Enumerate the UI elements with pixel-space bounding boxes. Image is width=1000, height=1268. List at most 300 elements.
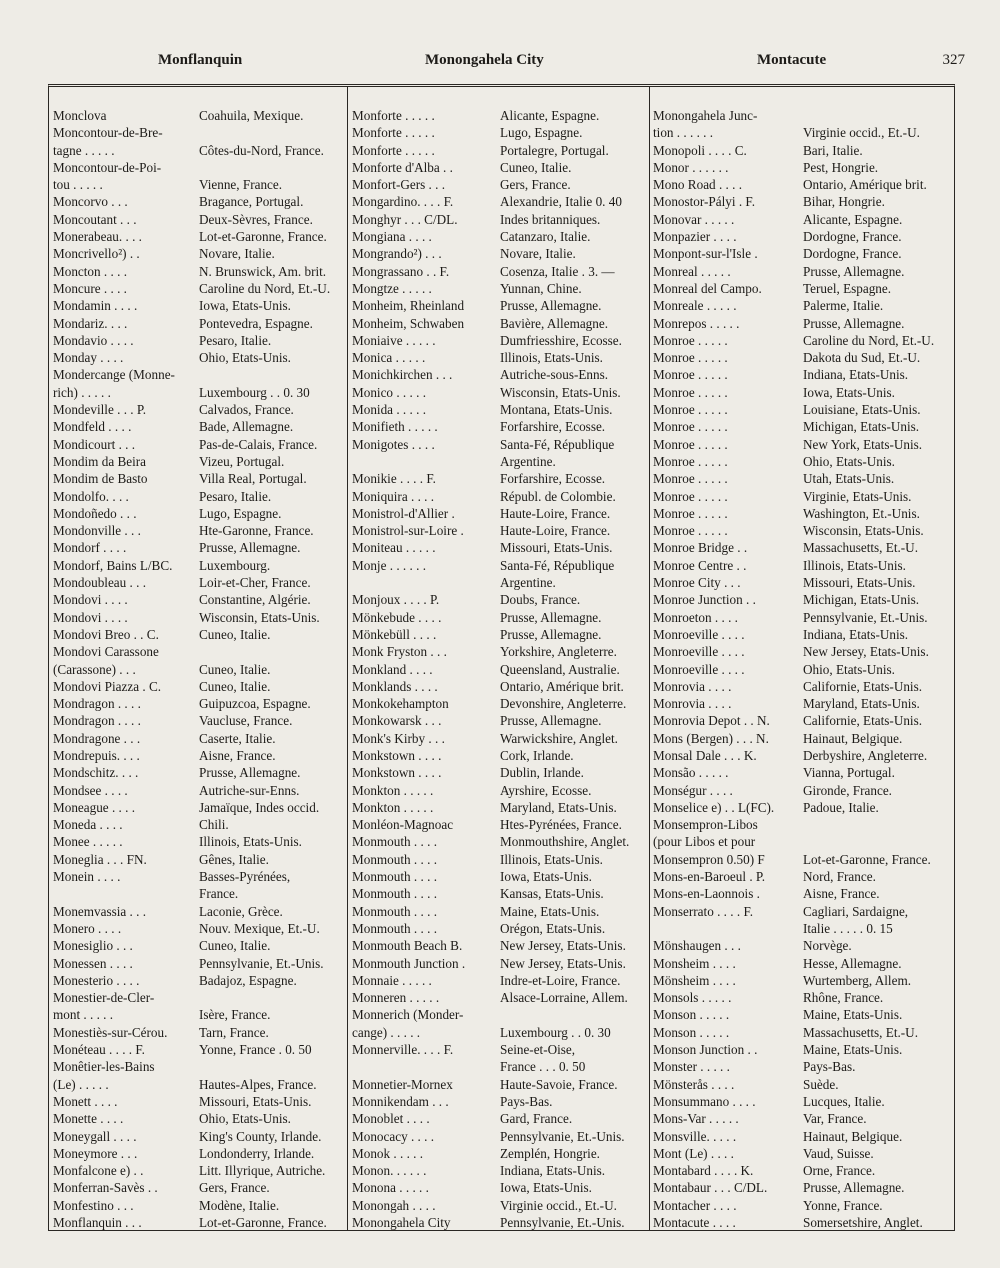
table-row	[651, 833, 951, 850]
table-row	[51, 868, 347, 885]
place-name: Monovar . . . . .	[653, 211, 735, 227]
table-row	[651, 851, 951, 868]
place-location: Seine-et-Oise,	[500, 1042, 576, 1058]
place-name: Monroe . . . . .	[653, 402, 728, 418]
table-row	[350, 349, 648, 366]
place-location: Wisconsin, Etats-Unis.	[500, 384, 621, 400]
place-location: Yunnan, Chine.	[500, 280, 582, 296]
place-name: mont . . . . .	[53, 1007, 114, 1023]
place-location: Calvados, France.	[199, 402, 294, 418]
place-name: Moneymore . . .	[53, 1145, 138, 1161]
place-location: Alicante, Espagne.	[803, 211, 903, 227]
place-name: Monselice e) . . L(FC).	[653, 799, 775, 815]
table-row	[350, 470, 648, 487]
table-row	[350, 868, 648, 885]
place-name: Monroe . . . . .	[653, 436, 728, 452]
place-location: Alsace-Lorraine, Allem.	[500, 990, 628, 1006]
place-location: Catanzaro, Italie.	[500, 229, 591, 245]
place-name: Monroe . . . . .	[653, 419, 728, 435]
table-row	[651, 1162, 951, 1179]
place-name: cange) . . . . .	[352, 1024, 421, 1040]
table-row	[51, 124, 347, 141]
place-location: Yorkshire, Angleterre.	[500, 644, 617, 660]
place-name: Monesterio . . . .	[53, 972, 140, 988]
table-row	[651, 591, 951, 608]
table-row	[51, 1128, 347, 1145]
place-name: Monreal . . . . .	[653, 263, 731, 279]
table-row	[350, 920, 648, 937]
place-name: Mönsheim . . . .	[653, 972, 736, 988]
place-location: Constantine, Algérie.	[199, 592, 311, 608]
place-name: Monessen . . . .	[53, 955, 133, 971]
table-row	[51, 695, 347, 712]
place-name: Monsão . . . . .	[653, 765, 729, 781]
place-location: Luxembourg . . 0. 30	[199, 384, 310, 400]
table-row	[651, 384, 951, 401]
place-name	[51, 885, 195, 902]
table-row	[51, 245, 347, 262]
place-name: Moncontour-de-Poi-	[53, 159, 162, 175]
table-row	[51, 1179, 347, 1196]
table-row	[51, 661, 347, 678]
place-location: Prusse, Allemagne.	[500, 298, 602, 314]
place-name: Monson Junction . .	[653, 1042, 758, 1058]
table-row	[350, 712, 648, 729]
place-location: Iowa, Etats-Unis.	[500, 1180, 592, 1196]
place-location: Lot-et-Garonne, France.	[199, 1215, 327, 1230]
table-row	[350, 678, 648, 695]
place-location: Indiana, Etats-Unis.	[803, 367, 909, 383]
place-location: Pennsylvanie, Et.-Unis.	[199, 955, 324, 971]
place-location	[195, 1058, 347, 1075]
place-location: Wurtemberg, Allem.	[803, 972, 911, 988]
table-row	[51, 436, 347, 453]
place-name: Monico . . . . .	[352, 384, 426, 400]
table-row	[51, 453, 347, 470]
table-row	[350, 1093, 648, 1110]
table-row	[51, 1145, 347, 1162]
table-row	[51, 851, 347, 868]
place-name: Monein . . . .	[53, 869, 121, 885]
header-last-entry: Montacute	[757, 52, 827, 68]
table-row	[51, 280, 347, 297]
place-name: Monneren . . . . .	[352, 990, 440, 1006]
place-location: Pennsylvanie, Et.-Unis.	[500, 1215, 625, 1230]
place-name: Monpazier . . . .	[653, 229, 737, 245]
place-name: Monkton . . . . .	[352, 799, 434, 815]
place-name: Monee . . . . .	[53, 834, 123, 850]
place-location: Somersetshire, Anglet.	[803, 1215, 923, 1230]
place-location: Lucques, Italie.	[803, 1093, 885, 1109]
place-name: Monroe . . . . .	[653, 384, 728, 400]
table-row	[651, 1128, 951, 1145]
table-row	[350, 1058, 648, 1075]
place-location: Doubs, France.	[500, 592, 581, 608]
table-row	[350, 418, 648, 435]
place-name: Monroe . . . . .	[653, 367, 728, 383]
table-row	[350, 211, 648, 228]
place-location: Orégon, Etats-Unis.	[500, 920, 606, 936]
place-location: Ohio, Etats-Unis.	[199, 1111, 291, 1127]
place-location: Novare, Italie.	[199, 246, 275, 262]
table-row	[651, 142, 951, 159]
table-row	[651, 1076, 951, 1093]
table-row	[350, 107, 648, 124]
place-name: Monsheim . . . .	[653, 955, 736, 971]
place-name: Mondolfo. . . .	[53, 488, 129, 504]
place-location: Lot-et-Garonne, France.	[803, 851, 931, 867]
place-location: Dumfriesshire, Ecosse.	[500, 332, 622, 348]
place-location: Pontevedra, Espagne.	[199, 315, 313, 331]
table-row	[651, 730, 951, 747]
place-location: Teruel, Espagne.	[803, 280, 892, 296]
place-name: Monikie . . . . F.	[352, 471, 436, 487]
place-name: Monroe . . . . .	[653, 332, 728, 348]
table-row	[651, 1197, 951, 1214]
place-name: Mondercange (Monne-	[53, 367, 175, 383]
place-name: Monsempron-Libos	[653, 817, 758, 833]
place-location: Ontario, Amérique brit.	[500, 678, 624, 694]
place-name: Monkton . . . . .	[352, 782, 434, 798]
table-row	[350, 453, 648, 470]
place-name: Mondorf, Bains L/BC.	[53, 557, 173, 573]
place-name: Mons-Var . . . . .	[653, 1111, 739, 1127]
place-name: Mondicourt . . .	[53, 436, 136, 452]
table-row	[651, 1110, 951, 1127]
place-location: Missouri, Etats-Unis.	[199, 1093, 312, 1109]
table-row	[651, 678, 951, 695]
place-name: Monnetier-Mornex	[352, 1076, 453, 1092]
place-name: Monfalcone e) . .	[53, 1163, 144, 1179]
place-location: Pest, Hongrie.	[803, 159, 879, 175]
place-name: Monroe . . . . .	[653, 523, 728, 539]
place-name: Monfestino . . .	[53, 1197, 134, 1213]
place-name: Monigotes . . . .	[352, 436, 435, 452]
place-location: Pays-Bas.	[803, 1059, 856, 1075]
place-name: Monette . . . .	[53, 1111, 124, 1127]
table-row	[51, 764, 347, 781]
place-name: Moniteau . . . . .	[352, 540, 436, 556]
place-name: Monségur . . . .	[653, 782, 733, 798]
place-location: Prusse, Allemagne.	[500, 713, 602, 729]
place-location: New Jersey, Etats-Unis.	[500, 938, 626, 954]
table-row	[651, 176, 951, 193]
table-row	[651, 211, 951, 228]
place-location: Illinois, Etats-Unis.	[803, 557, 906, 573]
place-location: Illinois, Etats-Unis.	[500, 350, 603, 366]
place-name: Monroeville . . . .	[653, 661, 745, 677]
place-location: Prusse, Allemagne.	[500, 626, 602, 642]
table-row	[350, 574, 648, 591]
table-row	[651, 1179, 951, 1196]
place-location: Cosenza, Italie . 3. —	[500, 263, 615, 279]
place-location: Forfarshire, Ecosse.	[500, 419, 606, 435]
place-name: Monostor-Pályi . F.	[653, 194, 755, 210]
place-location: Californie, Etats-Unis.	[803, 713, 923, 729]
table-row	[51, 1006, 347, 1023]
place-name: Monforte . . . . .	[352, 142, 435, 158]
table-row	[51, 557, 347, 574]
place-name: Monpont-sur-l'Isle .	[653, 246, 758, 262]
place-location: Michigan, Etats-Unis.	[803, 419, 920, 435]
place-name: Monemvassia . . .	[53, 903, 147, 919]
table-row	[51, 176, 347, 193]
place-name: Monêtier-les-Bains	[53, 1059, 155, 1075]
place-name: Monon. . . . . .	[352, 1163, 427, 1179]
place-name: Mons (Bergen) . . . N.	[653, 730, 769, 746]
table-row	[651, 1145, 951, 1162]
place-name: Monday . . . .	[53, 350, 124, 366]
place-location: Gard, France.	[500, 1111, 573, 1127]
place-name: Montabaur . . . C/DL.	[653, 1180, 768, 1196]
place-location: Orne, France.	[803, 1163, 876, 1179]
place-location: Modène, Italie.	[199, 1197, 280, 1213]
place-location: Santa-Fé, République	[500, 436, 615, 452]
place-location: Nouv. Mexique, Et.-U.	[199, 920, 320, 936]
table-row	[51, 107, 347, 124]
table-row	[350, 488, 648, 505]
table-row	[350, 989, 648, 1006]
table-row	[651, 609, 951, 626]
place-location: Isère, France.	[199, 1007, 271, 1023]
place-location: Alexandrie, Italie 0. 40	[500, 194, 622, 210]
table-row	[350, 851, 648, 868]
place-location: Argentine.	[500, 453, 556, 469]
place-location: Virginie occid., Et.-U.	[803, 125, 920, 141]
table-row	[51, 885, 347, 902]
place-name: Montabard . . . . K.	[653, 1163, 754, 1179]
place-name: Monroe City . . .	[653, 575, 741, 591]
place-name: Mondovi Piazza . C.	[53, 678, 162, 694]
table-row	[51, 626, 347, 643]
place-name: Monkstown . . . .	[352, 747, 442, 763]
table-row	[651, 661, 951, 678]
table-row	[51, 574, 347, 591]
place-name: Monett . . . .	[53, 1093, 118, 1109]
place-name: Monrovia . . . .	[653, 696, 732, 712]
place-name: Mondrepuis. . . .	[53, 747, 140, 763]
place-name: Monroe Bridge . .	[653, 540, 748, 556]
place-location: Cork, Irlande.	[500, 747, 574, 763]
place-name: Monserrato . . . . F.	[653, 903, 754, 919]
table-row	[51, 1041, 347, 1058]
place-location: Santa-Fé, République	[500, 557, 615, 573]
table-row	[51, 1110, 347, 1127]
table-row	[51, 833, 347, 850]
table-row	[350, 384, 648, 401]
table-row	[350, 626, 648, 643]
table-row	[51, 522, 347, 539]
page-number: 327	[942, 52, 965, 68]
place-location: Virginie occid., Et.-U.	[500, 1197, 617, 1213]
place-location	[195, 366, 347, 383]
place-location: Illinois, Etats-Unis.	[199, 834, 302, 850]
place-location: Indiana, Etats-Unis.	[803, 626, 909, 642]
place-name: Mont (Le) . . . .	[653, 1145, 734, 1161]
place-location: Prusse, Allemagne.	[500, 609, 602, 625]
table-row	[651, 107, 951, 124]
place-location: Maryland, Etats-Unis.	[803, 696, 920, 712]
table-row	[651, 193, 951, 210]
place-location: Maine, Etats-Unis.	[500, 903, 600, 919]
place-name: Monoblet . . . .	[352, 1111, 430, 1127]
place-location: Htes-Pyrénées, France.	[500, 817, 622, 833]
place-location: Hautes-Alpes, France.	[199, 1076, 317, 1092]
table-row	[350, 609, 648, 626]
place-name: Mongardino. . . . F.	[352, 194, 454, 210]
place-location: Haute-Savoie, France.	[500, 1076, 618, 1092]
place-name: Monk Fryston . . .	[352, 644, 447, 660]
place-location: Haute-Loire, France.	[500, 505, 611, 521]
place-location: Bragance, Portugal.	[199, 194, 304, 210]
place-location: Maryland, Etats-Unis.	[500, 799, 617, 815]
place-location: Ohio, Etats-Unis.	[199, 350, 291, 366]
table-row	[350, 1197, 648, 1214]
place-location: Novare, Italie.	[500, 246, 576, 262]
table-row	[350, 1214, 648, 1231]
table-row	[350, 972, 648, 989]
table-row	[350, 315, 648, 332]
place-location: Hte-Garonne, France.	[199, 523, 314, 539]
place-name: Mons-en-Baroeul . P.	[653, 869, 766, 885]
place-location	[195, 159, 347, 176]
table-row	[350, 124, 648, 141]
place-location: Missouri, Etats-Unis.	[803, 575, 916, 591]
table-row	[51, 1162, 347, 1179]
place-location: Pesaro, Italie.	[199, 488, 272, 504]
place-location: Deux-Sèvres, France.	[199, 211, 313, 227]
table-row	[651, 349, 951, 366]
place-name: Mondfeld . . . .	[53, 419, 132, 435]
place-name: Mondovi Breo . . C.	[53, 626, 159, 642]
place-location: Bavière, Allemagne.	[500, 315, 609, 331]
place-location: Caroline du Nord, Et.-U.	[803, 332, 935, 348]
place-location: Suède.	[803, 1076, 839, 1092]
place-name: Monfort-Gers . . .	[352, 177, 446, 193]
place-location	[496, 1006, 648, 1023]
table-row	[350, 799, 648, 816]
place-location: Montana, Etats-Unis.	[500, 402, 613, 418]
table-row	[651, 539, 951, 556]
place-name: Monkokehampton	[352, 696, 449, 712]
place-name: Monerabeau. . . .	[53, 229, 142, 245]
place-name: tagne . . . . .	[53, 142, 115, 158]
table-row	[51, 955, 347, 972]
table-row	[651, 263, 951, 280]
table-row	[350, 591, 648, 608]
place-location	[195, 124, 347, 141]
table-row	[350, 885, 648, 902]
place-name: Mondonville . . .	[53, 523, 141, 539]
place-name: Monmouth . . . .	[352, 834, 437, 850]
place-name: (Carassone) . . .	[53, 661, 136, 677]
table-row	[350, 401, 648, 418]
table-row	[350, 142, 648, 159]
place-location: Iowa, Etats-Unis.	[500, 869, 592, 885]
place-location: Indre-et-Loire, France.	[500, 972, 621, 988]
place-location: New York, Etats-Unis.	[803, 436, 923, 452]
place-name: tion . . . . . .	[653, 125, 714, 141]
table-row	[651, 643, 951, 660]
table-row	[51, 989, 347, 1006]
place-location: Vianna, Portugal.	[803, 765, 895, 781]
table-row	[350, 661, 648, 678]
table-row	[350, 1006, 648, 1023]
place-name: Monroe . . . . .	[653, 488, 728, 504]
table-row	[651, 1214, 951, 1231]
place-name: Monnikendam . . .	[352, 1093, 449, 1109]
table-row	[651, 453, 951, 470]
place-location: Washington, Et.-Unis.	[803, 505, 920, 521]
place-location: Nord, France.	[803, 869, 876, 885]
column-1	[51, 107, 347, 1230]
place-name: Monestier-de-Cler-	[53, 990, 155, 1006]
place-name: Montacher . . . .	[653, 1197, 737, 1213]
table-row	[651, 280, 951, 297]
place-name: Mono Road . . . .	[653, 177, 743, 193]
table-row	[651, 1024, 951, 1041]
place-name: Monkstown . . . .	[352, 765, 442, 781]
place-location: Pesaro, Italie.	[199, 332, 272, 348]
place-location: Indes britanniques.	[500, 211, 601, 227]
table-row	[51, 972, 347, 989]
place-name: (Le) . . . . .	[53, 1076, 109, 1092]
place-location: Litt. Illyrique, Autriche.	[199, 1163, 326, 1179]
place-name: Monesiglio . . .	[53, 938, 133, 954]
table-row	[651, 712, 951, 729]
place-name: Monson . . . . .	[653, 1007, 730, 1023]
place-location: Monmouthshire, Anglet.	[500, 834, 630, 850]
table-row	[651, 245, 951, 262]
place-location: Cuneo, Italie.	[199, 626, 271, 642]
place-location: Dordogne, France.	[803, 246, 902, 262]
place-location: Gênes, Italie.	[199, 851, 269, 867]
place-name: Moniquira . . . .	[352, 488, 435, 504]
place-name: Monflanquin . . .	[53, 1215, 142, 1230]
place-name: Mondariz. . . .	[53, 315, 128, 331]
place-location: Massachusetts, Et.-U.	[803, 1024, 919, 1040]
table-row	[651, 488, 951, 505]
table-row	[51, 799, 347, 816]
place-name: Moneygall . . . .	[53, 1128, 137, 1144]
place-location: Coahuila, Mexique.	[199, 108, 304, 123]
place-name: Monistrol-sur-Loire .	[352, 523, 464, 539]
table-row	[350, 695, 648, 712]
place-location: Prusse, Allemagne.	[803, 263, 905, 279]
place-location: Cagliari, Sardaigne,	[803, 903, 909, 919]
place-name: Mons-en-Laonnois .	[653, 886, 760, 902]
place-name: Mondoubleau . . .	[53, 575, 147, 591]
place-location: New Jersey, Etats-Unis.	[803, 644, 929, 660]
place-name: Monrovia . . . .	[653, 678, 732, 694]
table-row	[651, 505, 951, 522]
table-row	[350, 764, 648, 781]
place-name: Monreal del Campo.	[653, 280, 762, 296]
table-row	[350, 1041, 648, 1058]
table-row	[350, 730, 648, 747]
table-row	[350, 505, 648, 522]
place-name: Moncorvo . . .	[53, 194, 128, 210]
table-row	[651, 228, 951, 245]
table-row	[350, 228, 648, 245]
place-name: Monforte d'Alba . .	[352, 159, 453, 175]
place-name: Moncoutant . . .	[53, 211, 137, 227]
place-name	[350, 453, 496, 470]
table-row	[651, 972, 951, 989]
place-location: Cuneo, Italie.	[199, 938, 271, 954]
table-row	[350, 816, 648, 833]
place-location: Prusse, Allemagne.	[199, 765, 301, 781]
